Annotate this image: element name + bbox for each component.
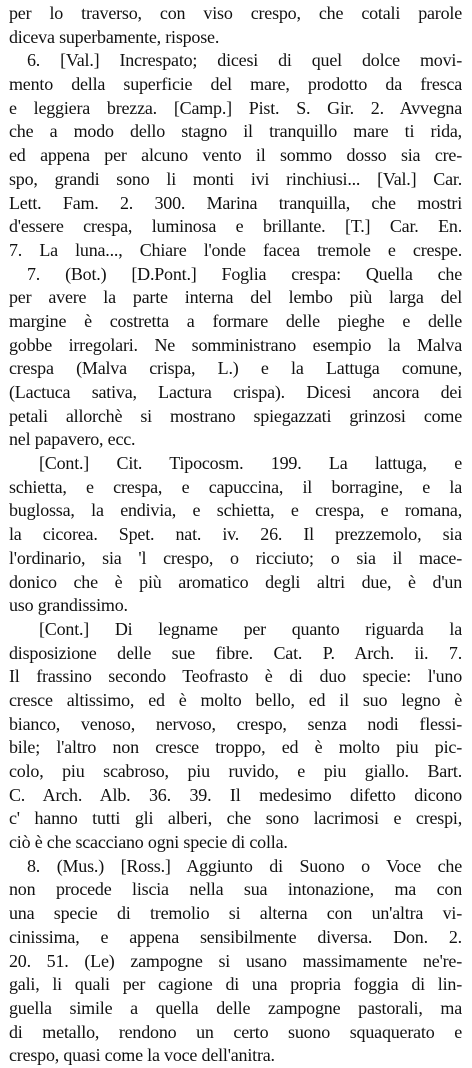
text-line: c' hanno tutti gli alberi, che sono lacrimosi e crespi, bbox=[9, 808, 462, 829]
text-line: schietta, e crespa, e capuccina, il borragine, e la bbox=[9, 476, 462, 497]
text-line: Lett. Fam. 2. 300. Marina tranquilla, che mostri bbox=[9, 192, 462, 213]
dictionary-page bbox=[0, 2, 472, 1066]
text-line: crespa (Malva crispa, L.) e la Lattuga comune, bbox=[9, 358, 462, 379]
text-line: ciò è che scacciano ogni specie di colla. bbox=[9, 832, 288, 853]
text-line: donico che è più aromatico degli altri due, è d'un bbox=[9, 571, 462, 592]
text-line: crespo, quasi come la voce dell'anitra. bbox=[9, 1045, 275, 1066]
text-line: buglossa, la endivia, e schietta, e crespa, e romana, bbox=[9, 500, 462, 521]
text-line: per avere la parte interna del lembo più larga del bbox=[9, 287, 462, 308]
text-line: l'ordinario, sia 'l crespo, o ricciuto; o sia il mace- bbox=[9, 547, 462, 568]
text-line: disposizione delle sue fibre. Cat. P. Arch. ii. 7. bbox=[9, 642, 462, 663]
text-line: nel papavero, ecc. bbox=[9, 429, 136, 450]
text-line: per lo traverso, con viso crespo, che cotali parole bbox=[9, 3, 462, 23]
text-line: petali allorchè si mostrano spiegazzati grinzosi come bbox=[9, 405, 462, 426]
text-line: 20. 51. (Le) zampogne si usano massimamente ne're- bbox=[9, 950, 462, 971]
text-line: di metallo, rendono un certo suono squaquerato e bbox=[9, 1021, 462, 1042]
text-line: una specie di tremolio si alterna con un'altra vi- bbox=[9, 903, 462, 924]
sense-heading-line: 7. (Bot.) [D.Pont.] Foglia crespa: Quella che bbox=[27, 263, 462, 284]
text-line: ed appena per alcuno vento il sommo dosso sia cre- bbox=[9, 145, 462, 166]
paragraph-start-line: [Cont.] Di legname per quanto riguarda la bbox=[39, 618, 462, 639]
sense-heading-line: 6. [Val.] Increspato; dicesi di quel dolce movi- bbox=[27, 50, 462, 71]
sense-heading-line: 8. (Mus.) [Ross.] Aggiunto di Suono o Voce che bbox=[27, 855, 462, 876]
text-line: guella simile a quella delle zampogne pastorali, ma bbox=[9, 997, 462, 1018]
text-line: gobbe irregolari. Ne somministrano esempio la Malva bbox=[9, 334, 462, 355]
text-line: e leggiera brezza. [Camp.] Pist. S. Gir. 2. Avvegna bbox=[9, 97, 462, 118]
text-line: cresce altissimo, ed è molto bello, ed il suo legno è bbox=[9, 689, 462, 710]
text-line: bianco, venoso, nervoso, crespo, senza nodi flessi- bbox=[9, 713, 462, 734]
text-line: bile; l'altro non cresce troppo, ed è molto piu pic- bbox=[9, 737, 462, 758]
text-line: che a modo dello stagno il tranquillo mare ti rida, bbox=[9, 121, 462, 142]
text-line: 7. La luna..., Chiare l'onde facea tremole e crespe. bbox=[9, 239, 462, 260]
text-line: gali, li quali per cagione di una propria foggia di lin- bbox=[9, 974, 462, 995]
text-line: cinissima, e appena sensibilmente diversa. Don. 2. bbox=[9, 926, 462, 947]
text-line: C. Arch. Alb. 36. 39. Il medesimo difetto dicono bbox=[9, 784, 462, 805]
text-line: Il frassino secondo Teofrasto è di duo specie: l'uno bbox=[9, 666, 462, 687]
text-line: margine è costretta a formare delle pieghe e delle bbox=[9, 310, 462, 331]
text-line: colo, piu scabroso, piu ruvido, e piu giallo. Bart. bbox=[9, 761, 462, 781]
text-line: la cicorea. Spet. nat. iv. 26. Il prezzemolo, sia bbox=[9, 524, 462, 545]
text-line: d'essere crespa, luminosa e brillante. [T.] Car. En. bbox=[9, 216, 462, 237]
paragraph-start-line: [Cont.] Cit. Tipocosm. 199. La lattuga, e bbox=[39, 453, 462, 474]
text-line: uso grandissimo. bbox=[9, 595, 128, 616]
text-line: mento della superficie del mare, prodotto da fresca bbox=[9, 74, 462, 95]
text-line: non procede liscia nella sua intonazione, ma con bbox=[9, 879, 462, 900]
text-line: (Lactuca sativa, Lactura crispa). Dicesi ancora dei bbox=[9, 382, 462, 402]
text-line: diceva superbamente, rispose. bbox=[9, 26, 220, 47]
text-line: spo, grandi sono li monti ivi rinchiusi... [Val.] Car. bbox=[9, 168, 462, 189]
